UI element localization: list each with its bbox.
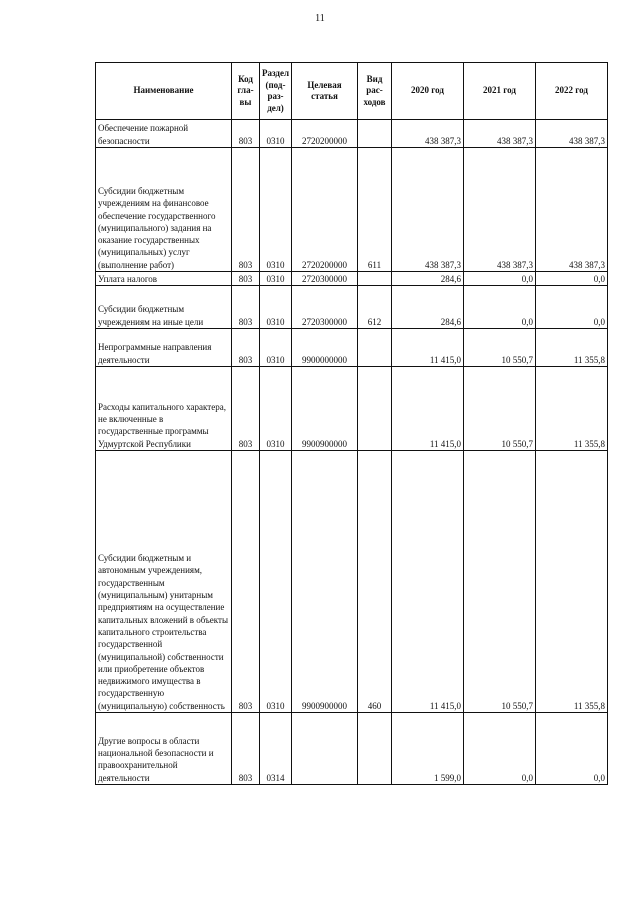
row-target: 2720300000 — [292, 272, 358, 286]
row-section: 0310 — [260, 272, 292, 286]
row-chapter: 803 — [232, 286, 260, 329]
row-target: 9900900000 — [292, 451, 358, 713]
row-2022: 0,0 — [536, 713, 608, 785]
row-target — [292, 713, 358, 785]
row-2020: 1 599,0 — [392, 713, 464, 785]
header-expense-type: Вид рас- ходов — [358, 63, 392, 120]
row-section: 0310 — [260, 120, 292, 148]
row-2021: 10 550,7 — [464, 451, 536, 713]
row-2022: 11 355,8 — [536, 367, 608, 451]
row-expense-type — [358, 120, 392, 148]
page-number: 11 — [315, 13, 325, 24]
row-2022: 0,0 — [536, 272, 608, 286]
row-2022: 11 355,8 — [536, 329, 608, 367]
row-expense-type: 460 — [358, 451, 392, 713]
row-2020: 11 415,0 — [392, 451, 464, 713]
row-section: 0314 — [260, 713, 292, 785]
table-header-row — [96, 63, 608, 120]
row-section: 0310 — [260, 451, 292, 713]
row-name: Субсидии бюджетным учреждениям на иные цели — [96, 286, 232, 329]
row-target: 2720200000 — [292, 120, 358, 148]
row-name: Субсидии бюджетным учреждениям на финансовое обеспечение государственного (муниципального) задания на оказание государственных (муниципальных) услуг (выполнение работ) — [96, 148, 232, 272]
row-expense-type — [358, 272, 392, 286]
row-chapter: 803 — [232, 120, 260, 148]
row-target: 9900000000 — [292, 329, 358, 367]
row-2021: 0,0 — [464, 713, 536, 785]
row-target: 2720200000 — [292, 148, 358, 272]
row-expense-type: 612 — [358, 286, 392, 329]
row-chapter: 803 — [232, 329, 260, 367]
row-chapter: 803 — [232, 451, 260, 713]
row-name: Расходы капитального характера, не включенные в государственные программы Удмуртской Республики — [96, 367, 232, 451]
row-chapter: 803 — [232, 148, 260, 272]
row-chapter: 803 — [232, 272, 260, 286]
row-expense-type — [358, 713, 392, 785]
row-chapter: 803 — [232, 713, 260, 785]
table-row — [96, 272, 608, 286]
row-chapter: 803 — [232, 367, 260, 451]
header-chapter: Код гла- вы — [232, 63, 260, 120]
header-target: Целевая статья — [292, 63, 358, 120]
row-name: Уплата налогов — [96, 272, 232, 286]
row-2022: 11 355,8 — [536, 451, 608, 713]
header-section: Раздел (под- раз- дел) — [260, 63, 292, 120]
row-name: Обеспечение пожарной безопасности — [96, 120, 232, 148]
row-2021: 0,0 — [464, 272, 536, 286]
row-name: Непрограммные направления деятельности — [96, 329, 232, 367]
header-name: Наименование — [96, 63, 232, 120]
row-target: 2720300000 — [292, 286, 358, 329]
row-name: Другие вопросы в области национальной безопасности и правоохранительной деятельности — [96, 713, 232, 785]
row-2020: 438 387,3 — [392, 120, 464, 148]
row-section: 0310 — [260, 329, 292, 367]
table-row — [96, 286, 608, 329]
row-section: 0310 — [260, 148, 292, 272]
row-2021: 10 550,7 — [464, 329, 536, 367]
row-2021: 0,0 — [464, 286, 536, 329]
header-2022: 2022 год — [536, 63, 608, 120]
row-expense-type — [358, 329, 392, 367]
row-target: 9900900000 — [292, 367, 358, 451]
row-2020: 11 415,0 — [392, 367, 464, 451]
row-name: Субсидии бюджетным и автономным учреждениям, государственным (муниципальным) унитарным предприятиям на осуществление капитальных вложений в объекты капитального строительства государственной (муниципальной) собственности или приобретение объектов недвижимого имущества в государственную (муниципальную) собственность — [96, 451, 232, 713]
row-2020: 284,6 — [392, 272, 464, 286]
header-2020: 2020 год — [392, 63, 464, 120]
budget-table — [95, 62, 608, 785]
table-row — [96, 713, 608, 785]
row-expense-type: 611 — [358, 148, 392, 272]
header-2021: 2021 год — [464, 63, 536, 120]
row-2021: 438 387,3 — [464, 120, 536, 148]
row-expense-type — [358, 367, 392, 451]
table-row — [96, 451, 608, 713]
table-row — [96, 148, 608, 272]
row-2022: 0,0 — [536, 286, 608, 329]
row-2022: 438 387,3 — [536, 148, 608, 272]
row-2020: 438 387,3 — [392, 148, 464, 272]
table-row — [96, 367, 608, 451]
row-section: 0310 — [260, 286, 292, 329]
table-row — [96, 329, 608, 367]
row-2020: 11 415,0 — [392, 329, 464, 367]
row-section: 0310 — [260, 367, 292, 451]
row-2020: 284,6 — [392, 286, 464, 329]
row-2021: 438 387,3 — [464, 148, 536, 272]
row-2021: 10 550,7 — [464, 367, 536, 451]
table-row — [96, 120, 608, 148]
row-2022: 438 387,3 — [536, 120, 608, 148]
